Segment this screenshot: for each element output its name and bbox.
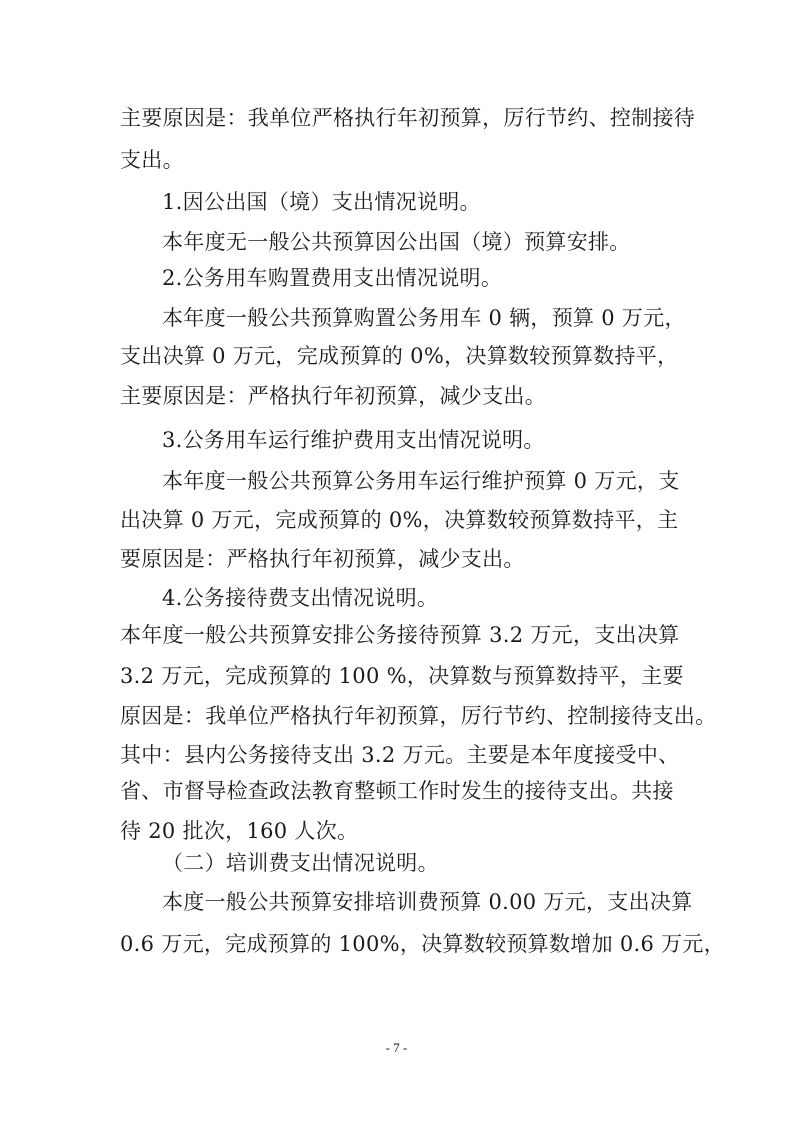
paragraph-line: 支出决算 0 万元，完成预算的 0%，决算数较预算数持平， <box>120 344 679 368</box>
paragraph-line: 出决算 0 万元，完成预算的 0%，决算数较预算数持平，主 <box>120 508 679 532</box>
paragraph-line: 3.2 万元，完成预算的 100 %，决算数与预算数持平，主要 <box>120 664 684 688</box>
paragraph-line: 要原因是：严格执行年初预算，减少支出。 <box>120 547 525 571</box>
page-number: - 7 - <box>385 1040 408 1055</box>
paragraph-line: 本年度一般公共预算安排公务接待预算 3.2 万元，支出决算 <box>120 623 680 647</box>
paragraph-line: 本年度一般公共预算购置公务用车 0 辆，预算 0 万元， <box>162 306 686 330</box>
section-heading: 4.公务接待费支出情况说明。 <box>162 586 439 610</box>
paragraph-line: 省、市督导检查政法教育整顿工作时发生的接待支出。共接 <box>120 779 674 803</box>
paragraph-line: 主要原因是：我单位严格执行年初预算，厉行节约、控制接待 <box>120 106 696 130</box>
section-heading: 3.公务用车运行维护费用支出情况说明。 <box>162 428 545 452</box>
paragraph-line: 本年度无一般公共预算因公出国（境）预算安排。 <box>162 230 631 254</box>
paragraph-line: 原因是：我单位严格执行年初预算，厉行节约、控制接待支出。 <box>120 704 717 728</box>
paragraph-line: 0.6 万元，完成预算的 100%，决算数较预算数增加 0.6 万元， <box>120 932 726 956</box>
section-heading: 1.因公出国（境）支出情况说明。 <box>162 190 481 214</box>
paragraph-line: 本年度一般公共预算公务用车运行维护预算 0 万元，支 <box>162 469 680 493</box>
paragraph-line: 其中：县内公务接待支出 3.2 万元。主要是本年度接受中、 <box>120 743 680 767</box>
paragraph-line: 本度一般公共预算安排培训费预算 0.00 万元，支出决算 <box>162 890 693 914</box>
paragraph-line: 待 20 批次，160 人次。 <box>120 819 359 843</box>
paragraph-line: 支出。 <box>120 148 184 172</box>
section-heading: 2.公务用车购置费用支出情况说明。 <box>162 266 503 290</box>
section-heading: （二）培训费支出情况说明。 <box>162 851 439 875</box>
paragraph-line: 主要原因是：严格执行年初预算，减少支出。 <box>120 384 546 408</box>
